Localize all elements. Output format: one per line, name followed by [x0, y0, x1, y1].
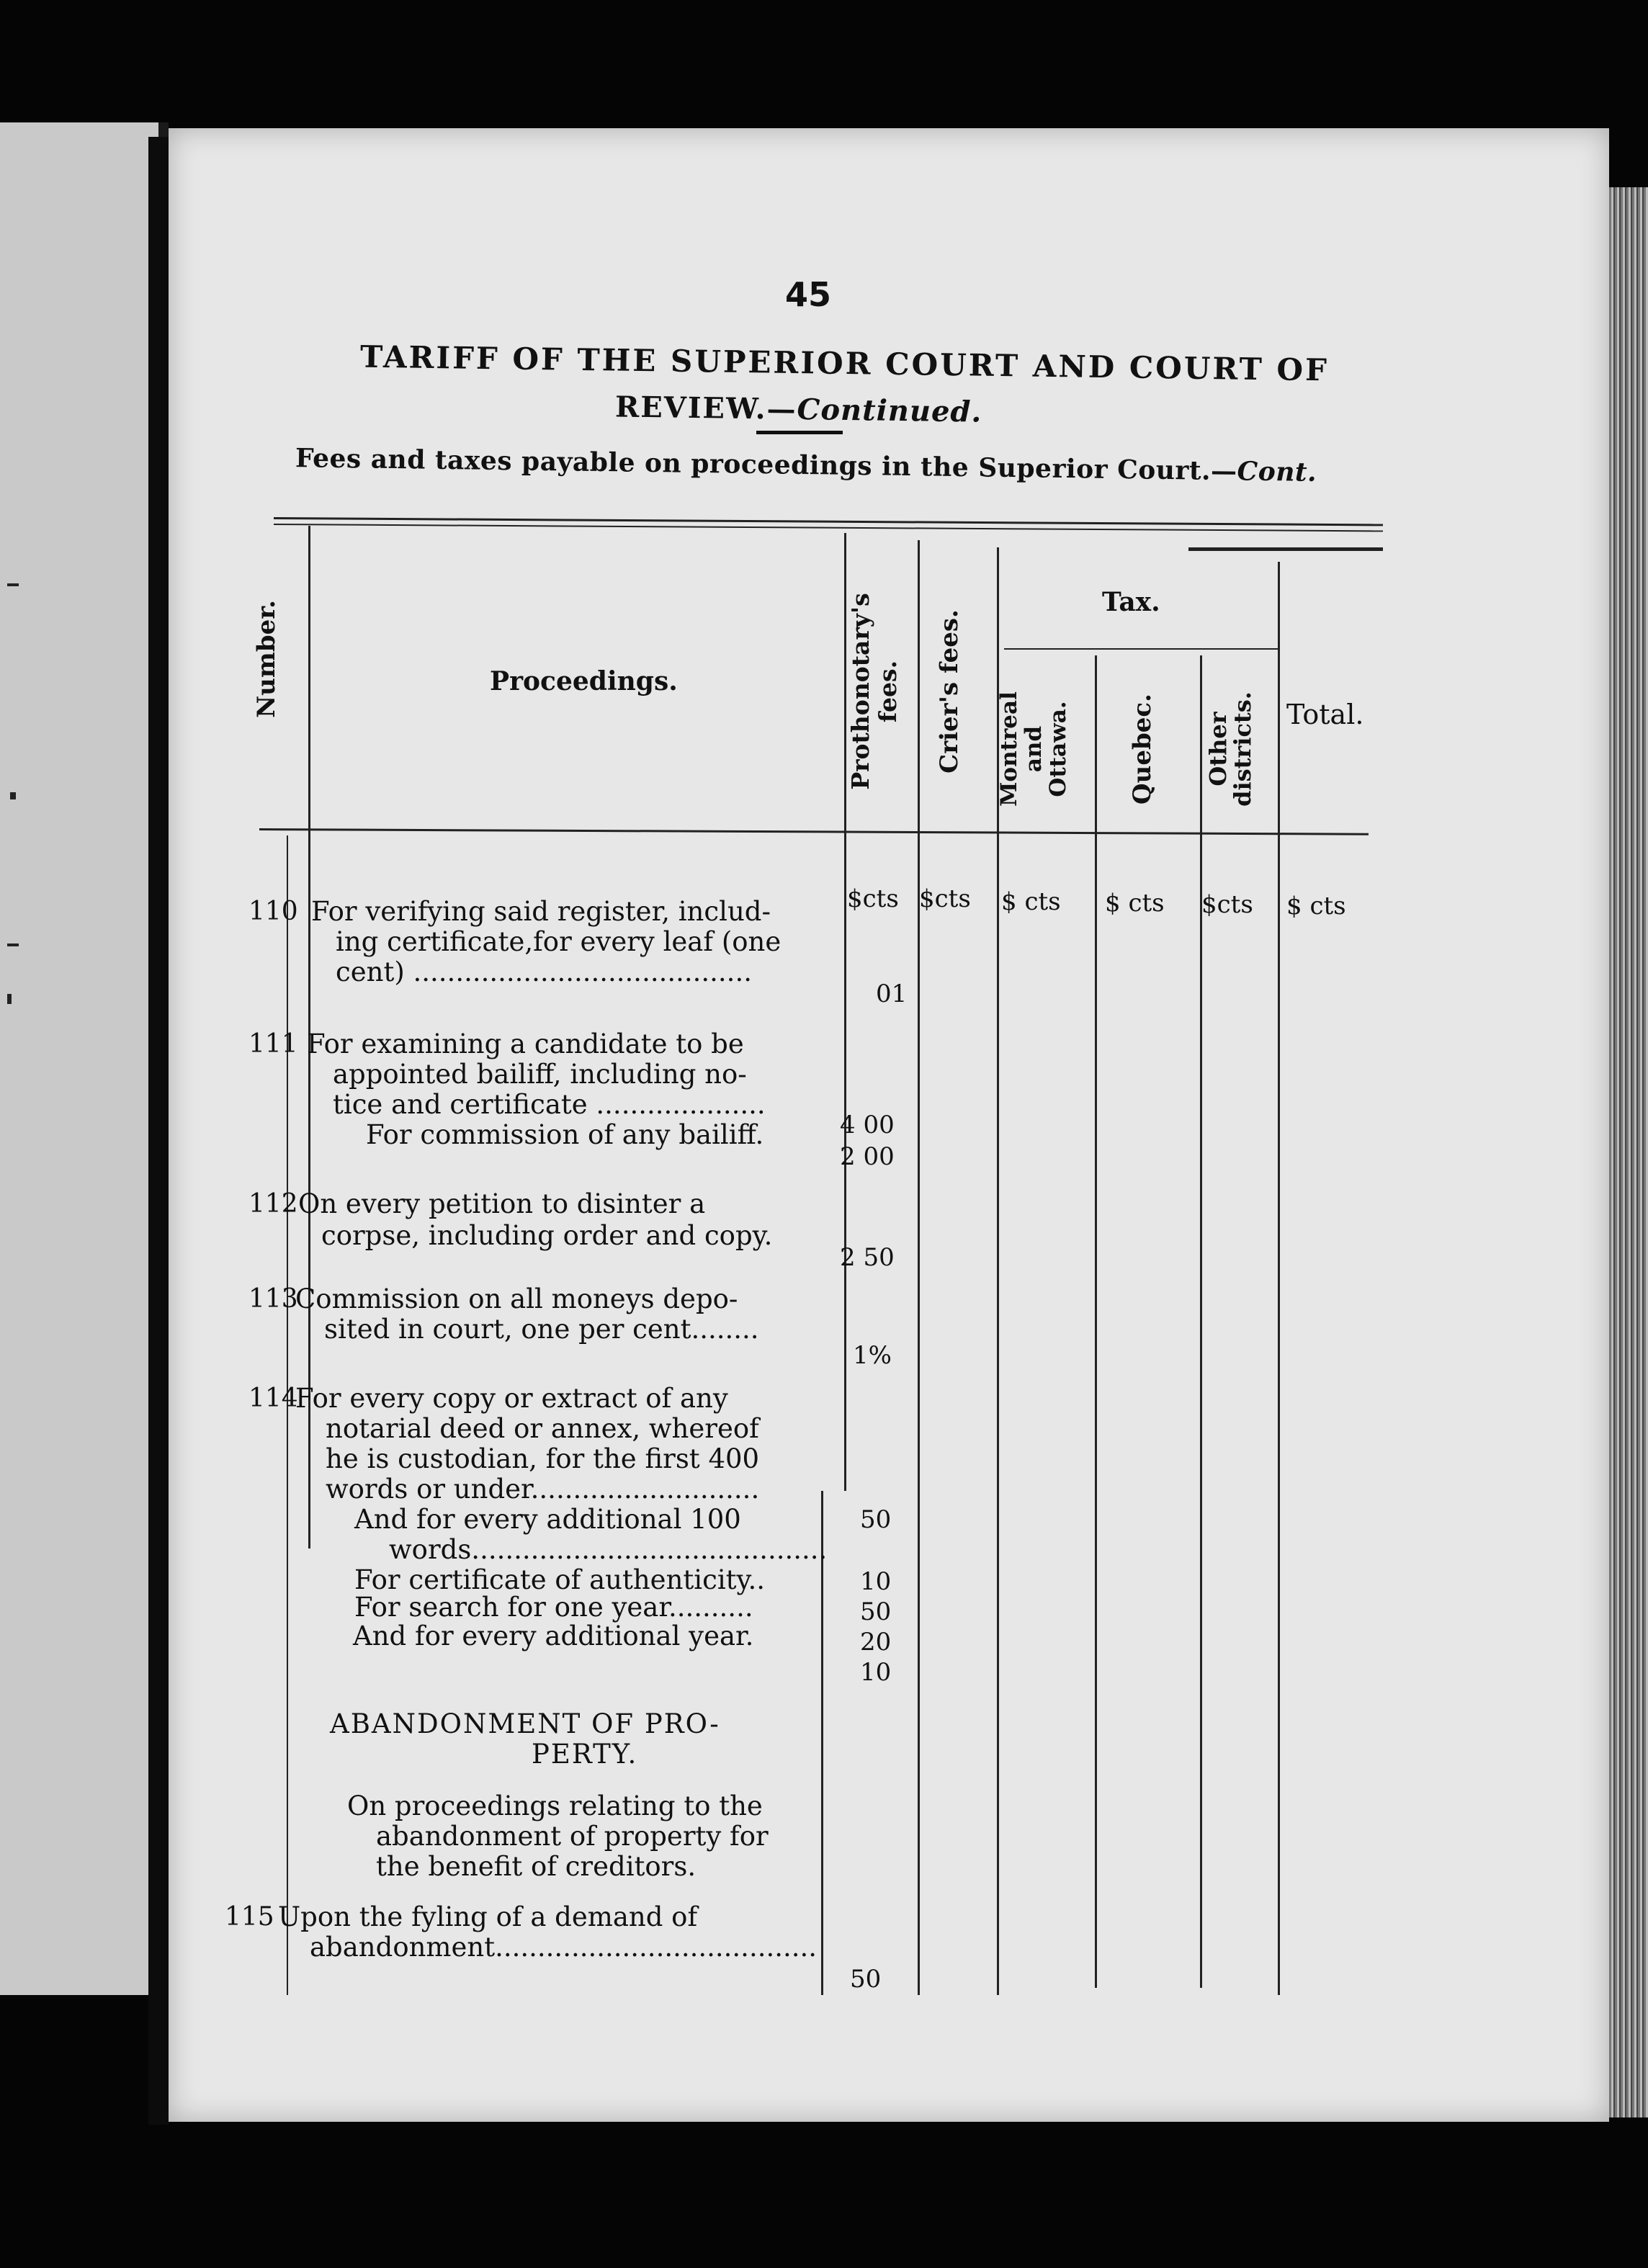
section-line: On proceedings relating to the [347, 1790, 763, 1821]
proceeding-line: For search for one year.......... [354, 1592, 753, 1623]
header-other-text: Other districts. [1204, 691, 1256, 807]
subtitle-cont: Cont. [1237, 456, 1317, 488]
fee-value: 4 00 [840, 1111, 895, 1139]
proceeding-line: words.......................................... [389, 1534, 828, 1565]
left-page-mark [7, 943, 19, 946]
proceeding-line: On every petition to disinter a [298, 1188, 706, 1219]
proceeding-line: tice and certificate .................... [333, 1089, 766, 1120]
header-proceedings: Proceedings. [490, 666, 678, 696]
tax-divider-rule [1004, 648, 1278, 650]
column-line [287, 835, 288, 1995]
fee-value: 2 50 [840, 1243, 895, 1272]
unit-crier: $cts [919, 884, 971, 913]
left-page-mark [7, 583, 19, 586]
header-montreal-text: Montreal and Ottawa. [996, 691, 1071, 807]
title-continued: Continued. [797, 392, 982, 429]
header-prothonotary-text: Prothonotary's fees. [846, 593, 902, 790]
column-line [821, 1491, 823, 1995]
proceeding-line: notarial deed or annex, whereof [326, 1413, 759, 1444]
header-number: Number. [252, 600, 281, 718]
row-number: 113 [248, 1284, 298, 1314]
subtitle-text: Fees and taxes payable on proceedings in the Superior Court.— [295, 443, 1237, 487]
section-heading: PERTY. [532, 1739, 638, 1770]
section-line: abandonment of property for [376, 1821, 769, 1852]
page-edge [1609, 187, 1648, 2117]
fee-value: 2 00 [840, 1142, 895, 1171]
section-heading: ABANDONMENT OF PRO- [330, 1708, 720, 1739]
fee-value: 50 [860, 1597, 892, 1626]
header-crier: Crier's fees. [935, 609, 964, 774]
header-quebec: Quebec. [1128, 694, 1157, 804]
book-spine [148, 137, 169, 2125]
column-line [1095, 655, 1097, 1988]
title-underline [756, 431, 843, 434]
unit-montreal: $ cts [1001, 887, 1061, 916]
proceeding-line: For commission of any bailiff. [366, 1119, 764, 1150]
left-page-mark [7, 994, 12, 1004]
title-review: REVIEW.— [614, 390, 797, 426]
proceeding-line: corpse, including order and copy. [321, 1220, 773, 1251]
header-prothonotary [847, 569, 902, 814]
left-page-mark [10, 792, 16, 799]
proceeding-line: And for every additional 100 [354, 1504, 741, 1535]
fee-value: 50 [850, 1965, 882, 1994]
unit-total: $ cts [1286, 892, 1346, 920]
page-title-line1: TARIFF OF THE SUPERIOR COURT AND COURT OF [359, 339, 1330, 388]
fee-value: 50 [860, 1505, 892, 1534]
proceeding-line: appointed bailiff, including no- [333, 1059, 747, 1090]
table-top-rule-right [1188, 547, 1383, 551]
unit-other: $cts [1201, 890, 1253, 919]
proceeding-line: For examining a candidate to be [307, 1028, 744, 1059]
proceeding-line: For every copy or extract of any [295, 1383, 728, 1414]
header-total: Total. [1286, 699, 1364, 730]
proceeding-line: Upon the fyling of a demand of [278, 1901, 698, 1932]
unit-quebec: $ cts [1105, 889, 1165, 918]
row-number: 112 [248, 1189, 298, 1219]
proceeding-line: abandonment...................................... [310, 1932, 818, 1963]
proceeding-line: words or under........................... [326, 1474, 760, 1505]
header-montreal [997, 677, 1070, 821]
row-number: 110 [248, 897, 298, 926]
column-line [918, 540, 920, 1995]
fee-value: 10 [860, 1567, 892, 1596]
proceeding-line: For certificate of authenticity.. [354, 1564, 766, 1595]
fee-value: 1% [853, 1341, 892, 1370]
proceeding-line: cent) ........................................ [336, 956, 752, 987]
proceeding-line: For verifying said register, includ- [311, 896, 771, 927]
proceeding-line: he is custodian, for the first 400 [326, 1443, 760, 1474]
proceeding-line: sited in court, one per cent........ [324, 1314, 759, 1345]
header-tax: Tax. [1102, 587, 1160, 617]
page-title-line2 [615, 390, 982, 429]
proceeding-line: ing certificate,for every leaf (one [336, 926, 782, 957]
fee-value: 01 [876, 980, 908, 1008]
unit-prothonotary: $cts [847, 884, 899, 913]
proceeding-line: And for every additional year. [353, 1621, 754, 1651]
column-line [1278, 562, 1280, 1995]
proceeding-line: Commission on all moneys depo- [295, 1283, 738, 1314]
row-number: 111 [248, 1029, 298, 1059]
fee-value: 10 [860, 1658, 892, 1687]
header-other [1206, 677, 1255, 821]
left-facing-page [0, 122, 169, 1995]
section-line: the benefit of creditors. [376, 1851, 697, 1882]
fee-value: 20 [860, 1628, 892, 1657]
page-number: 45 [785, 275, 832, 314]
row-number: 115 [225, 1902, 274, 1932]
column-line [1200, 655, 1202, 1988]
row-number: 114 [248, 1384, 298, 1413]
